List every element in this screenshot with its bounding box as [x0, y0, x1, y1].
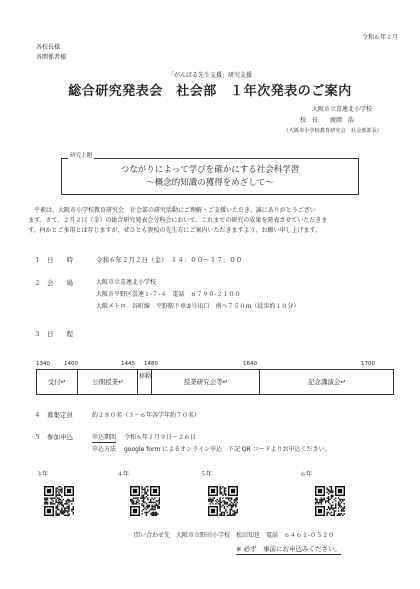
qr-code-grade3-icon[interactable]: [44, 486, 74, 516]
apply-label: ５ 参加申込: [34, 433, 73, 441]
advance-note: ※ 必ず 事前にお申込みください。: [236, 545, 342, 553]
schedule-cell-open-class: 公開授業↵: [77, 370, 138, 394]
contact-info: 問い合わせ先 大阪市立野田小学校 松田知也 電話 ６４６１-０５２０: [134, 532, 335, 539]
intro-line-2: ます。さて、２月２日（金）の総合研究発表会分科会において、これまでの研究の成果を発表させていただきま: [28, 217, 328, 224]
sender-principal: 校 長 廣岡 浩: [299, 117, 354, 124]
theme-label: 研究主題: [70, 153, 93, 159]
schedule-time-1340: 1340: [36, 361, 50, 367]
schedule-label: ３ 日 程: [34, 330, 73, 338]
qr-code-grade4-icon[interactable]: [130, 486, 160, 516]
apply-method: google form によるオンライン申込 下記 QR コードよりお申込ください。: [124, 446, 331, 453]
addressee-others: 各関係者様: [36, 54, 67, 61]
page-title: 総合研究発表会 社会部 １年次発表のご案内: [68, 84, 352, 99]
intro-line-1: 平素は、大阪市小学校教育研究会 社会部の研究活動にご理解・ご支援いただき、誠にありがとうござい: [34, 207, 316, 214]
recruit-value: 約２８０名（３～６年各学年約７０名）: [92, 412, 201, 419]
apply-period-label: 申込期間: [92, 434, 117, 441]
venue-address: 大阪市平野区喜連１-７-４ 電話 ６７９０-２１００: [96, 291, 241, 298]
qr-code-grade6-icon[interactable]: [315, 486, 345, 516]
apply-period: 令和６年１月９日～２６日: [124, 434, 197, 441]
schedule-time-1480: 1480: [144, 361, 158, 367]
theme-sub: ～概念的知識の獲得をめざして～: [146, 178, 274, 188]
schedule-cell-move: 移動: [137, 370, 152, 394]
venue-label: ２ 会 場: [34, 279, 73, 287]
schedule-cell-class-study: 授業研究会等↵: [151, 370, 260, 394]
schedule-time-1400: 1400: [64, 361, 78, 367]
schedule-time-1445: 1445: [121, 361, 135, 367]
schedule-cell-reception: 受付↵: [47, 378, 67, 386]
sender-org: （大阪市小学校教育研究会 社会部部長）: [283, 128, 382, 134]
qr-code-grade5-icon[interactable]: [208, 486, 238, 516]
recruit-label: ４ 募集定員: [34, 411, 73, 419]
schedule-time-1640: 1640: [243, 361, 257, 367]
addressee-principals: 各校長様: [36, 44, 61, 51]
schedule-table: [36, 369, 394, 395]
date-label: １ 日 時: [34, 256, 73, 264]
date-value: 令和６年２月２日（金） １４：００～１７：００: [96, 256, 243, 264]
sender-school: 大阪市立喜連北小学校: [311, 106, 372, 113]
intro-line-3: す。何かとご多用とは存じますが、ぜひとも貴校の先生方にご案内いただきますよう、お願い申し上げます。: [28, 227, 322, 234]
qr-label-grade6: ６年: [300, 471, 313, 478]
qr-label-grade4: ４年: [117, 471, 130, 478]
issue-date: 令和６年１月: [361, 34, 398, 41]
support-line: 「がんばる先生支援」研究支援: [167, 72, 252, 79]
schedule-cell-lecture: 記念講演会↵: [259, 370, 394, 394]
qr-label-grade3: ３年: [36, 471, 49, 478]
research-theme-box: [61, 158, 359, 195]
schedule-time-1700: 1700: [361, 361, 375, 367]
qr-label-grade5: ５年: [200, 471, 213, 478]
venue-school: 大阪市立喜連北小学校: [96, 279, 157, 286]
venue-access: 大阪メトロ 谷町線 平野駅下車⑤号出口 南へ７５０ｍ（徒歩約１０分）: [96, 303, 300, 310]
theme-main: つながりによって学びを確かにする社会科学習: [120, 165, 300, 175]
apply-method-label: 申込方法: [92, 446, 117, 453]
